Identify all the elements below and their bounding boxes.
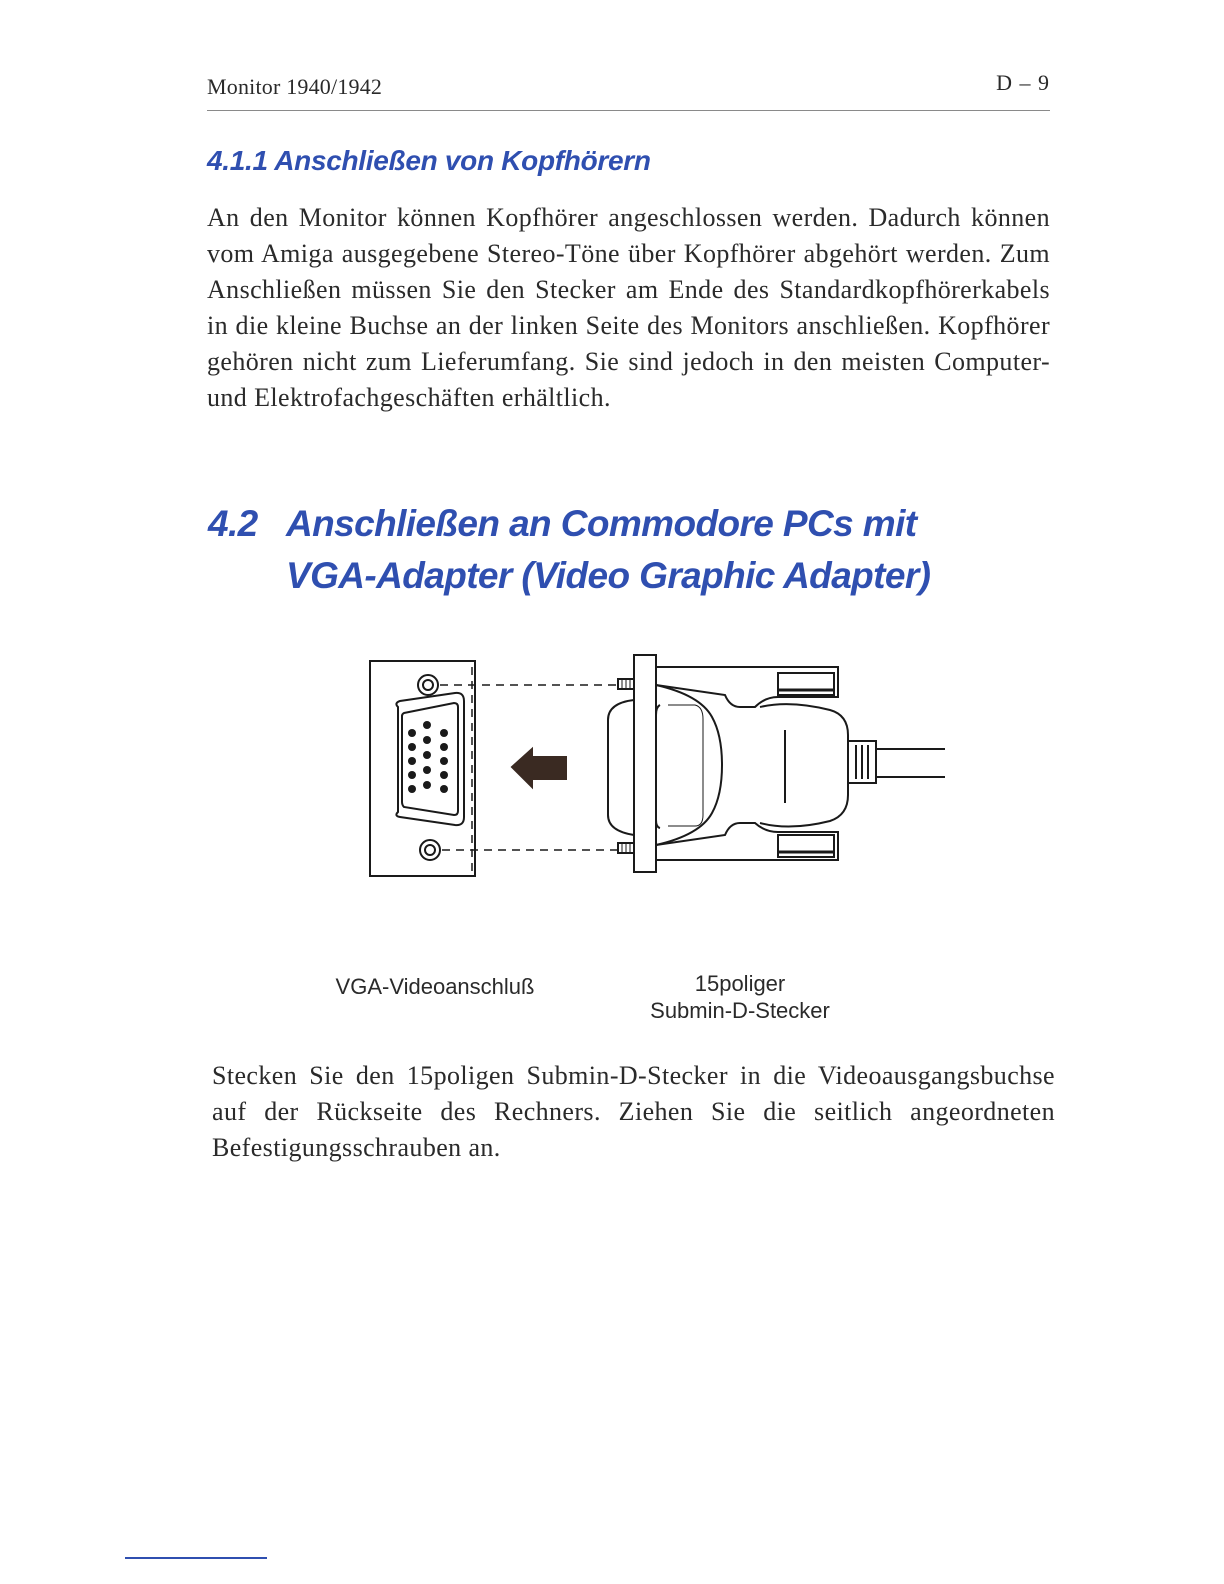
page-header [207,70,1050,111]
section-number: 4.2 [208,503,258,544]
vga-instructions-paragraph: Stecken Sie den 15poligen Submin-D-Stecker in die Videoausgangsbuchse auf der Rückseite des Rechners. Ziehen Sie die seitlich angeordneten Befestigungsschrauben an. [212,1061,1055,1162]
vga-connection-diagram [360,645,960,890]
subsection-heading-4-1-1: 4.1.1 Anschließen von Kopfhörern [207,145,651,176]
caption-plug [600,970,880,1024]
footer-rule [125,1557,267,1559]
vga-pins [408,721,448,793]
section-title-line-2: VGA-Adapter (Video Graphic Adapter) [286,555,931,596]
page-number: D – 9 [996,70,1050,95]
arrow-left-icon [512,749,566,787]
headphones-paragraph: An den Monitor können Kopfhörer angeschlossen werden. Dadurch können vom Amiga ausgegebene Stereo-Töne über Kopfhörer abgehört werden. Zum Anschließen müssen Sie den Stecker am Ende des Standardkopfhörerkabels in die kleine Buchse an der linken Seite des Monitors anschließen. Kopfhörer gehören nicht zum Lieferumfang. Sie sind jedoch in den meisten Computer- und Elektrofachgeschäften erhältlich. [207,203,1050,412]
caption-plug-line-2: Submin-D-Stecker [650,998,830,1023]
header-title: Monitor 1940/1942 [207,74,383,99]
vga-port-icon [370,661,475,876]
vga-plug-icon [608,655,945,872]
section-heading-4-2 [208,498,930,602]
caption-vga-port: VGA-Videoanschluß [335,974,535,999]
section-title-line-1: Anschließen an Commodore PCs mit [286,503,917,544]
caption-plug-line-1: 15poliger [694,971,786,996]
